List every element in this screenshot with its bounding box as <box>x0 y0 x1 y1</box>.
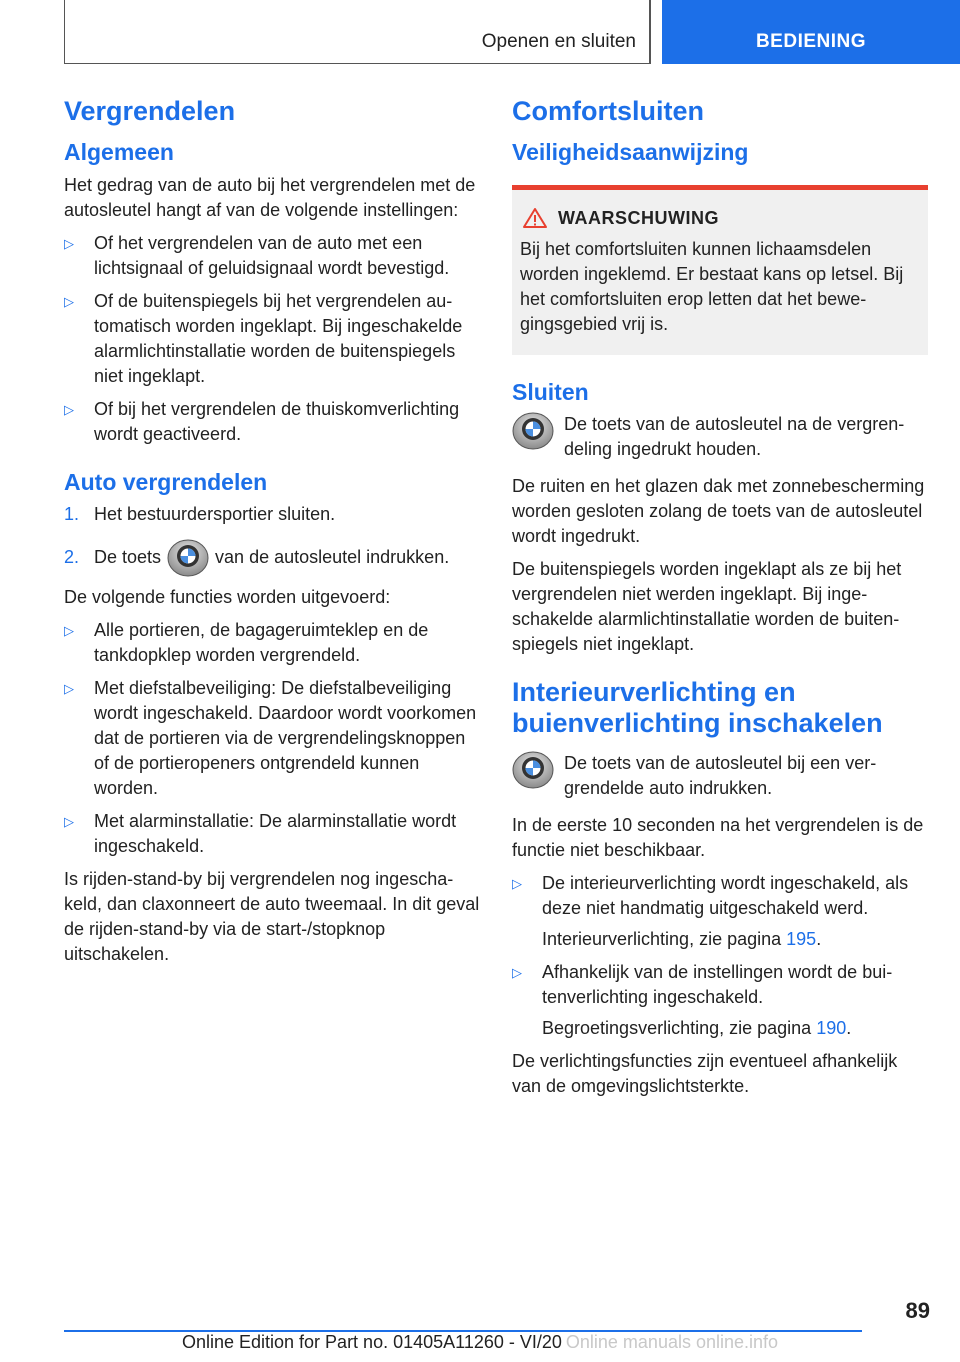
footer-edition: Online Edition for Part no. 01405A11260 - VI/20 <box>181 1332 562 1352</box>
close-key-row <box>512 412 928 464</box>
bmw-key-button-icon <box>512 751 554 789</box>
functions-list <box>64 618 480 859</box>
page-link-190[interactable]: 190 <box>816 1018 847 1039</box>
list-item: ▷ Alle portieren, de bagageruimteklep en de tankdopklep worden vergrendeld. <box>64 620 429 666</box>
page-link-195[interactable]: 195 <box>786 929 817 950</box>
warning-text: Bij het comfortsluiten kunnen lichaamsdelen worden ingeklemd. Er bestaat kans op letsel. Bij het comfortsluiten erop letten dat het bewegingsgebied vrij is. <box>520 238 904 334</box>
list-item: ▷ Afhankelijk van de instellingen wordt de buitenverlichting ingeschakeld. Begroetingsverlichting, zie pagina 190. <box>512 960 928 1041</box>
step-item: 2. De toets van de autosleutel indrukken. <box>64 539 480 577</box>
triangle-right-icon: ▷ <box>64 293 74 309</box>
paragraph-functions: De volgende functies worden uitgevoerd: <box>64 587 391 608</box>
list-item: ▷ Of bij het vergrendelen de thuiskomverlichting wordt geactiveerd. <box>64 398 460 444</box>
list-item: ▷ Met alarminstallatie: De alarminstallatie wordt ingeschakeld. <box>64 811 457 857</box>
interior-list <box>512 871 928 1041</box>
paragraph-close-1: De ruiten en het glazen dak met zonnebescherming worden gesloten zolang de toets van de autosleutel wordt ingedrukt. <box>512 476 925 547</box>
paragraph-final: De verlichtingsfuncties zijn eventueel afhankelijk van de omgevingslichtsterkte. <box>512 1051 898 1097</box>
warning-box <box>512 185 928 355</box>
close-key-text: De toets van de autosleutel na de vergrendeling ingedrukt houden. <box>564 414 905 460</box>
list-item: ▷ Of de buitenspiegels bij het vergrendelen automatisch worden ingeklapt. Bij ingeschakelde alarmlichtinstallatie worden de buitenspiegels niet ingeklapt. <box>64 290 463 386</box>
heading-close: Sluiten <box>512 378 589 405</box>
triangle-right-icon: ▷ <box>64 681 74 697</box>
triangle-right-icon: ▷ <box>64 814 74 830</box>
step-number: 2. <box>64 547 80 568</box>
paragraph-standby: Is rijden-stand-by bij vergrendelen nog ingeschakeld, dan claxonneert de auto tweemaal. In dit geval de rijden-stand-by via de start-/stopknop uitschakelen. <box>64 869 480 965</box>
header-divider <box>649 0 651 64</box>
right-column <box>512 96 928 1107</box>
bmw-key-button-icon <box>167 539 209 577</box>
heading-general: Algemeen <box>64 139 174 166</box>
page-number: 89 <box>905 1298 930 1323</box>
left-column <box>64 96 480 975</box>
step-number: 1. <box>64 504 80 525</box>
cross-reference: Interieurverlichting, zie pagina 195. <box>542 929 822 950</box>
heading-lock: Vergrendelen <box>64 96 236 126</box>
list-item: ▷ Of het vergrendelen van de auto met een lichtsignaal of geluidsignaal wordt bevestigd. <box>64 232 450 278</box>
triangle-right-icon: ▷ <box>64 401 74 417</box>
warning-triangle-icon <box>522 207 548 229</box>
footer-watermark: Online manuals online.info <box>565 1332 779 1352</box>
step-item: 1. Het bestuurdersportier sluiten. <box>64 502 480 527</box>
steps-list <box>64 502 480 577</box>
triangle-right-icon: ▷ <box>64 235 74 251</box>
interior-key-row <box>512 751 928 803</box>
paragraph-general: Het gedrag van de auto bij het vergrendelen met de autosleutel hangt af van de volgende instellingen: <box>64 174 476 220</box>
list-item: ▷ Met diefstalbeveiliging: De diefstalbeveiliging wordt ingeschakeld. Daardoor wordt voorkomen dat de portieren via de vergrendelingsknoppen of de portieropeners ontgrendeld kunnen worden. <box>64 678 477 799</box>
header-section-title: Openen en sluiten <box>481 31 636 52</box>
bmw-key-button-icon <box>512 412 554 450</box>
footer <box>0 1332 960 1353</box>
paragraph-close-2: De buitenspiegels worden ingeklapt als ze bij het vergrendelen niet werden ingeklapt. Bij ingeschakelde alarmlichtinstallatie worden de buitenspiegels niet ingeklapt. <box>512 559 902 655</box>
warning-title: WAARSCHUWING <box>558 208 920 229</box>
interior-key-text: De toets van de autosleutel bij een vergrendelde auto indrukken. <box>564 753 877 799</box>
triangle-right-icon: ▷ <box>512 965 522 981</box>
heading-car-lock: Auto vergrendelen <box>64 468 268 495</box>
heading-interior: Interieurverlichting en buienverlichting inschakelen <box>512 677 883 739</box>
triangle-right-icon: ▷ <box>512 876 522 892</box>
paragraph-interior: In de eerste 10 seconden na het vergrendelen is de functie niet beschikbaar. <box>512 815 924 861</box>
heading-comfort: Comfortsluiten <box>512 96 704 126</box>
list-item: ▷ De interieurverlichting wordt ingeschakeld, als deze niet handmatig uitgeschakeld werd. Interieurverlichting, zie pagina 195. <box>512 871 928 952</box>
cross-reference: Begroetingsverlichting, zie pagina 190. <box>542 1018 852 1039</box>
general-list <box>64 231 480 447</box>
heading-safety: Veiligheidsaanwijzing <box>512 139 749 166</box>
header-chapter-tab[interactable]: BEDIENING <box>662 0 960 64</box>
triangle-right-icon: ▷ <box>64 623 74 639</box>
